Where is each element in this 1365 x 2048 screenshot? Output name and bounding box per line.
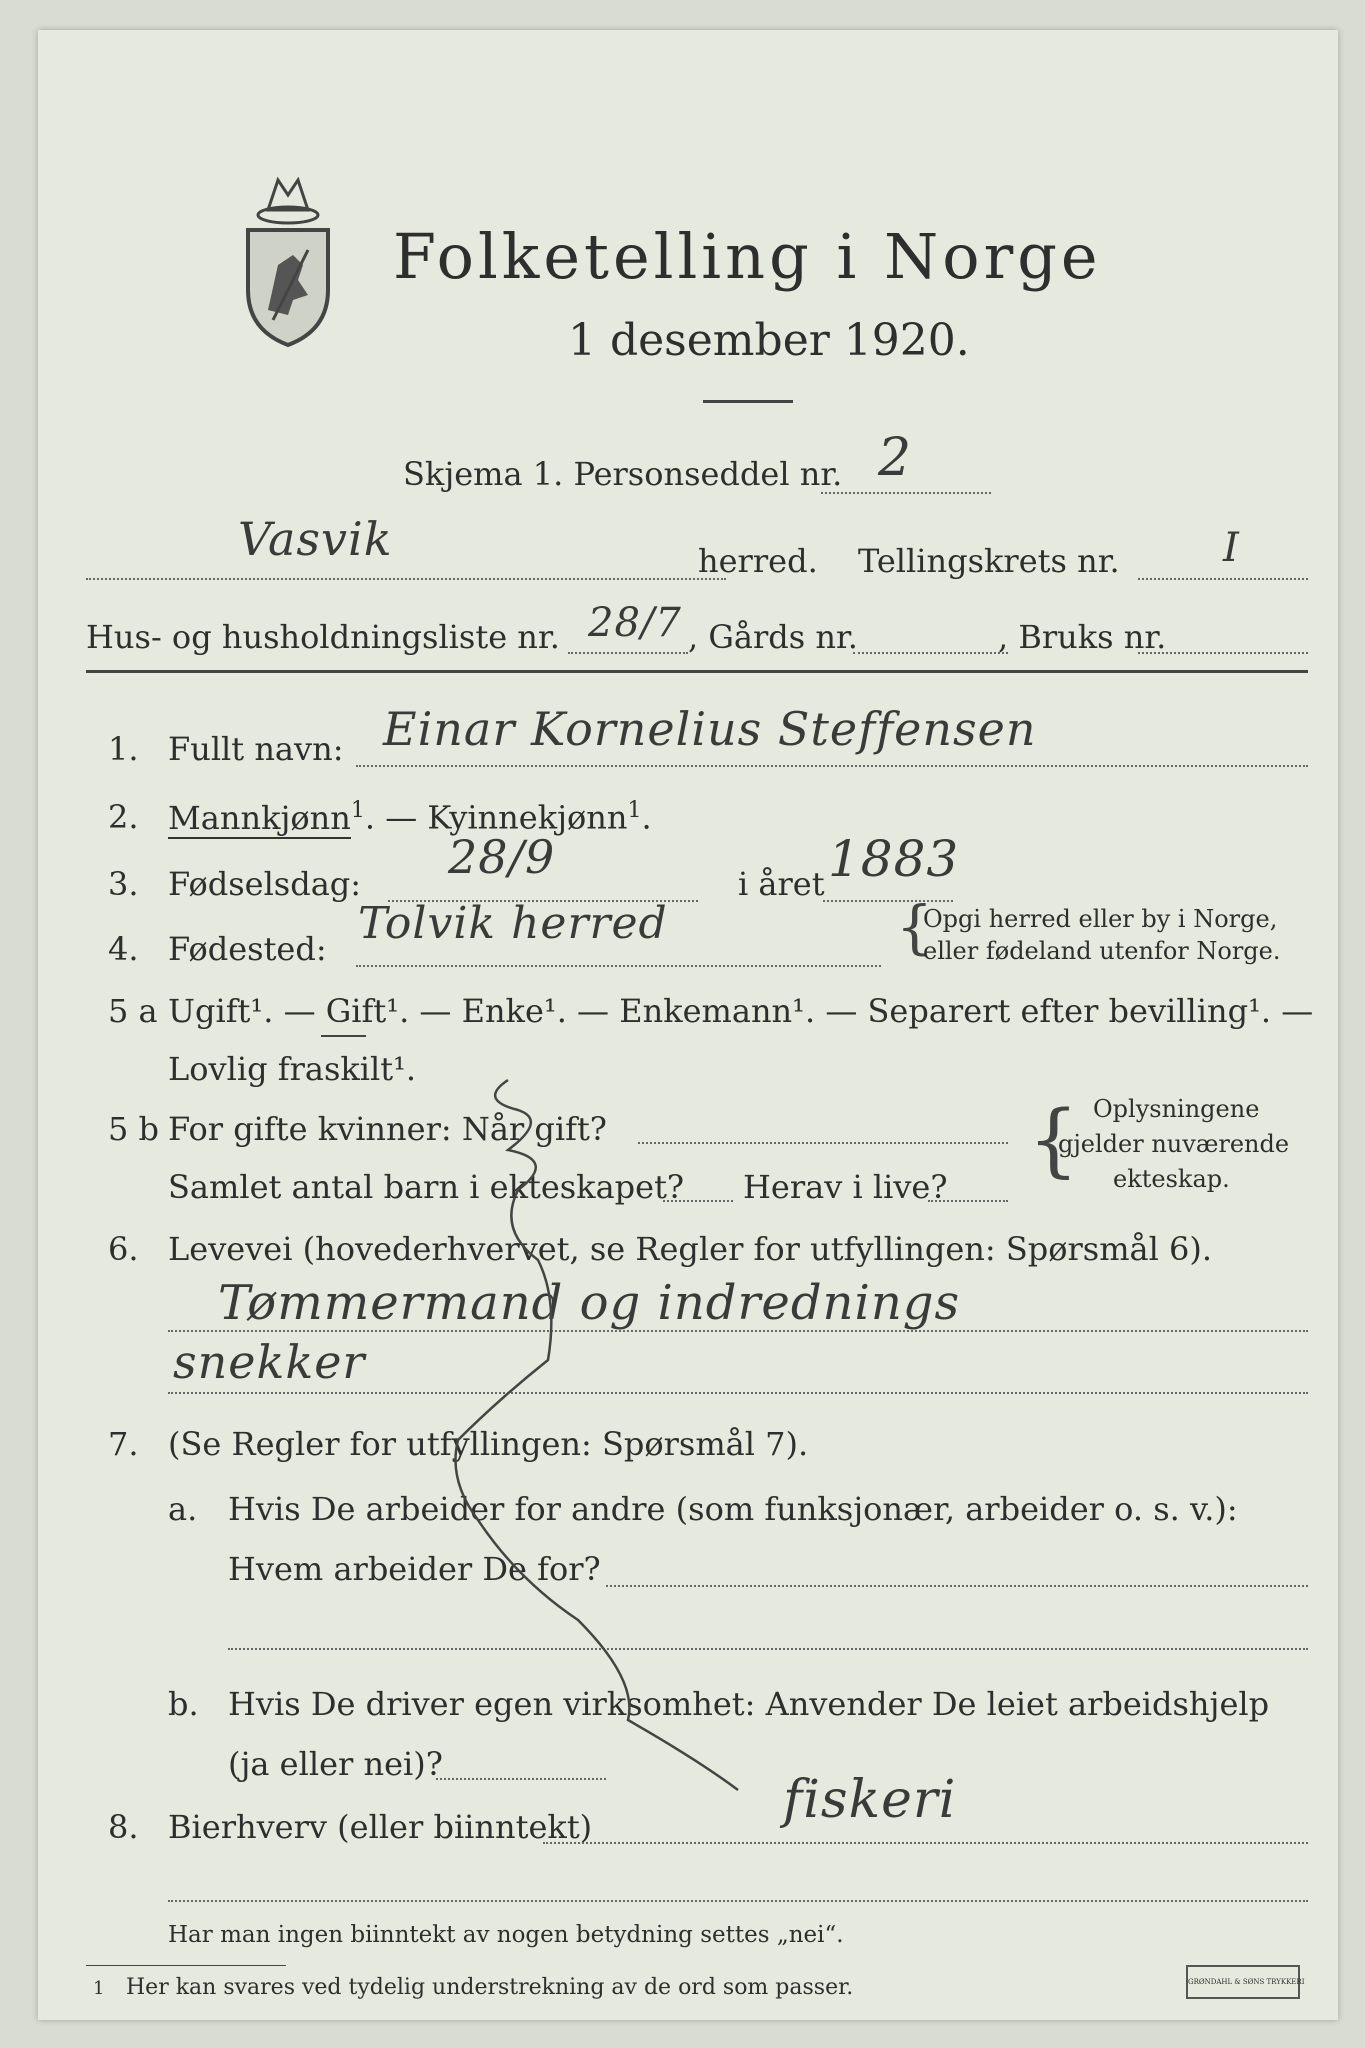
q3-number: 3. <box>108 865 139 903</box>
bruks-line <box>1138 652 1308 654</box>
herred-line <box>86 578 726 580</box>
q8-line-2 <box>168 1900 1308 1902</box>
q7-label: (Se Regler for utfyllingen: Spørsmål 7). <box>168 1425 809 1463</box>
gards-label: , Gårds nr. <box>688 618 858 656</box>
q8-value: fiskeri <box>783 1770 957 1830</box>
q1-line <box>356 765 1308 767</box>
handwritten-stroke <box>438 1060 798 1820</box>
q4-line <box>356 965 881 967</box>
section-divider <box>86 670 1308 673</box>
q1-label: Fullt navn: <box>168 730 344 768</box>
bruks-label: , Bruks nr. <box>998 618 1167 656</box>
q7a-line-1: Hvis De arbeider for andre (som funksjonær, arbeider o. s. v.): <box>228 1490 1238 1528</box>
tellingskrets-value: I <box>1223 525 1240 571</box>
personseddel-value: 2 <box>878 428 913 488</box>
q5b-line-2a: Samlet antal barn i ekteskapet? <box>168 1168 685 1206</box>
gards-line <box>853 652 1008 654</box>
q5b-number: 5 b <box>108 1110 160 1148</box>
q5a-line-2: Lovlig fraskilt¹. <box>168 1050 417 1088</box>
tellingskrets-line <box>1138 578 1308 580</box>
q5a-line-1: Ugift¹. — Gift¹. — Enke¹. — Enkemann¹. — Separert efter bevilling¹. — <box>168 992 1314 1030</box>
q8-number: 8. <box>108 1808 139 1846</box>
q5b-line-1: For gifte kvinner: Når gift? <box>168 1110 607 1148</box>
footnote-text: Her kan svares ved tydelig understrekning av de ord som passer. <box>126 1975 854 2000</box>
personseddel-line <box>821 492 991 494</box>
q6-value-1: Tømmermand og indrednings <box>218 1275 961 1331</box>
q5b-line-2b-dots <box>928 1200 1008 1202</box>
q4-brace: { <box>896 893 933 961</box>
q4-label: Fødested: <box>168 930 327 968</box>
footnote-rule <box>86 1965 286 1966</box>
gift-underline <box>321 1035 366 1037</box>
printer-stamp: GRØNDAHL & SØNS TRYKKERI <box>1186 1965 1300 1999</box>
q5b-note-2: gjelder nuværende <box>1058 1130 1290 1158</box>
form-subtitle: 1 desember 1920. <box>568 315 970 366</box>
q1-value: Einar Kornelius Steffensen <box>383 702 1037 756</box>
herred-label: herred. <box>698 542 818 580</box>
q2-kvinnekjonn: Kyinnekjønn <box>427 798 628 837</box>
q7b-number: b. <box>168 1685 199 1723</box>
q3-year-line <box>823 900 953 902</box>
q6-label: Levevei (hovederhvervet, se Regler for utfyllingen: Spørsmål 6). <box>168 1230 1213 1268</box>
q7-number: 7. <box>108 1425 139 1463</box>
q3-value: 28/9 <box>448 830 556 884</box>
q3-year-value: 1883 <box>828 830 960 888</box>
footer-note: Har man ingen biinntekt av nogen betydning settes „nei“. <box>168 1922 844 1948</box>
tellingskrets-label: Tellingskrets nr. <box>858 542 1120 580</box>
q7b-line-1: Hvis De driver egen virksomhet: Anvender De leiet arbeidshjelp <box>228 1685 1270 1723</box>
q1-number: 1. <box>108 730 139 768</box>
schema-label: Skjema 1. Personseddel nr. <box>403 455 843 493</box>
husholdning-line <box>568 652 688 654</box>
q8-line <box>543 1842 1308 1844</box>
q7b-line-2: (ja eller nei)? <box>228 1745 443 1783</box>
norway-lion-crest-icon <box>233 170 343 350</box>
q3-label: Fødselsdag: <box>168 865 362 903</box>
q7a-number: a. <box>168 1490 198 1528</box>
q5b-note-1: Oplysningene <box>1093 1095 1260 1123</box>
footnote-number: 1 <box>93 1978 105 1999</box>
q8-label: Bierhverv (eller biinntekt) <box>168 1808 593 1846</box>
q5b-line-2b: Herav i live? <box>743 1168 948 1206</box>
q2-sup2: 1 <box>627 798 642 823</box>
q4-note-1: Opgi herred eller by i Norge, <box>923 905 1278 933</box>
q4-note-2: eller fødeland utenfor Norge. <box>923 937 1281 965</box>
husholdning-value: 28/7 <box>588 600 682 646</box>
q4-value: Tolvik herred <box>358 898 668 949</box>
q7a-line-2: Hvem arbeider De for? <box>228 1550 601 1588</box>
q4-number: 4. <box>108 930 139 968</box>
q2-number: 2. <box>108 798 139 836</box>
q5b-note-3: ekteskap. <box>1113 1165 1230 1193</box>
census-form <box>38 30 1338 2020</box>
q2-sup1: 1 <box>350 798 365 823</box>
husholdning-label: Hus- og husholdningsliste nr. <box>86 618 560 656</box>
q2-separator: . — <box>364 798 428 837</box>
q6-value-2: snekker <box>173 1335 366 1389</box>
herred-value: Vasvik <box>238 512 393 566</box>
q6-number: 6. <box>108 1230 139 1268</box>
q5b-brace: { <box>1028 1093 1079 1186</box>
q2-mannkjonn: Mannkjønn <box>168 798 351 837</box>
title-divider <box>703 400 793 403</box>
form-title: Folketelling i Norge <box>393 220 1102 293</box>
q3-year-label: i året <box>738 865 825 903</box>
q5a-number: 5 a <box>108 992 158 1030</box>
q2-options: Mannkjønn$^1$. — Kyinnekjønn$^1$. <box>168 798 652 837</box>
